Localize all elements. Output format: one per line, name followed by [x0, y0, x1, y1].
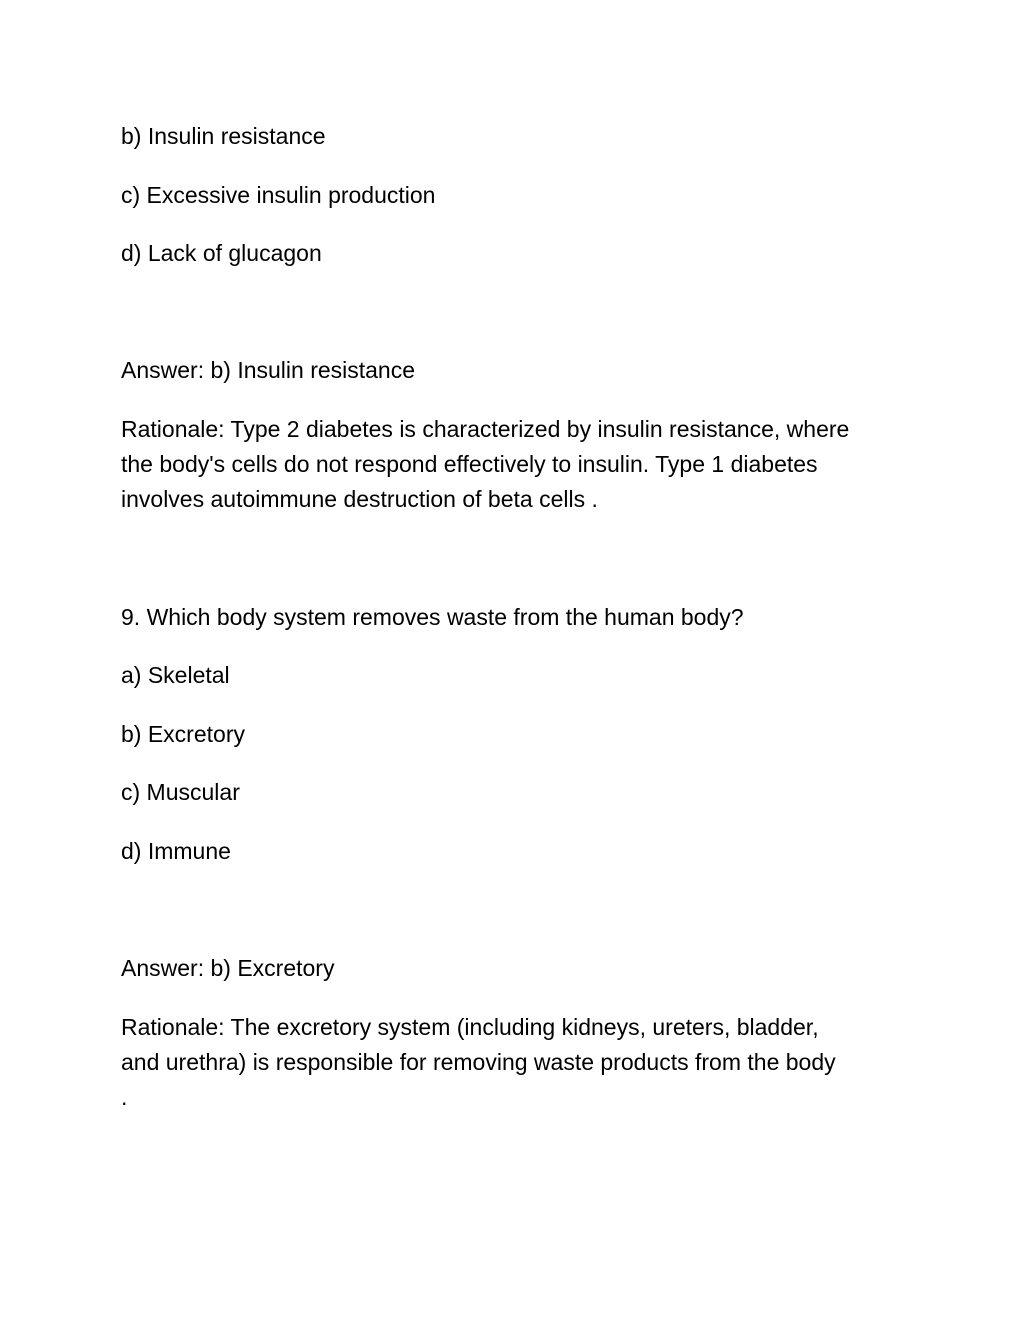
q9-rationale: [121, 1010, 901, 1115]
q8-option-b: b) Insulin resistance: [121, 123, 326, 149]
q9-rationale-line: .: [121, 1084, 128, 1110]
q8-rationale-line: involves autoimmune destruction of beta cells .: [121, 486, 598, 512]
q9-option-a: a) Skeletal: [121, 662, 230, 688]
q8-answer: Answer: b) Insulin resistance: [121, 357, 416, 383]
q9-rationale-line: Rationale: The excretory system (including kidneys, ureters, bladder,: [121, 1014, 819, 1040]
q8-rationale-line: the body's cells do not respond effectively to insulin. Type 1 diabetes: [121, 451, 818, 477]
q9-option-b: b) Excretory: [121, 721, 245, 747]
q9-rationale-line: and urethra) is responsible for removing waste products from the body: [121, 1049, 836, 1075]
q9-question: 9. Which body system removes waste from the human body?: [121, 604, 744, 630]
q8-rationale-line: Rationale: Type 2 diabetes is characterized by insulin resistance, where: [121, 416, 850, 442]
q8-rationale: [121, 412, 901, 517]
q9-option-d: d) Immune: [121, 838, 231, 864]
q9-answer: Answer: b) Excretory: [121, 955, 335, 981]
q8-option-c: c) Excessive insulin production: [121, 182, 436, 208]
q8-option-d: d) Lack of glucagon: [121, 240, 322, 266]
q9-option-c: c) Muscular: [121, 779, 240, 805]
